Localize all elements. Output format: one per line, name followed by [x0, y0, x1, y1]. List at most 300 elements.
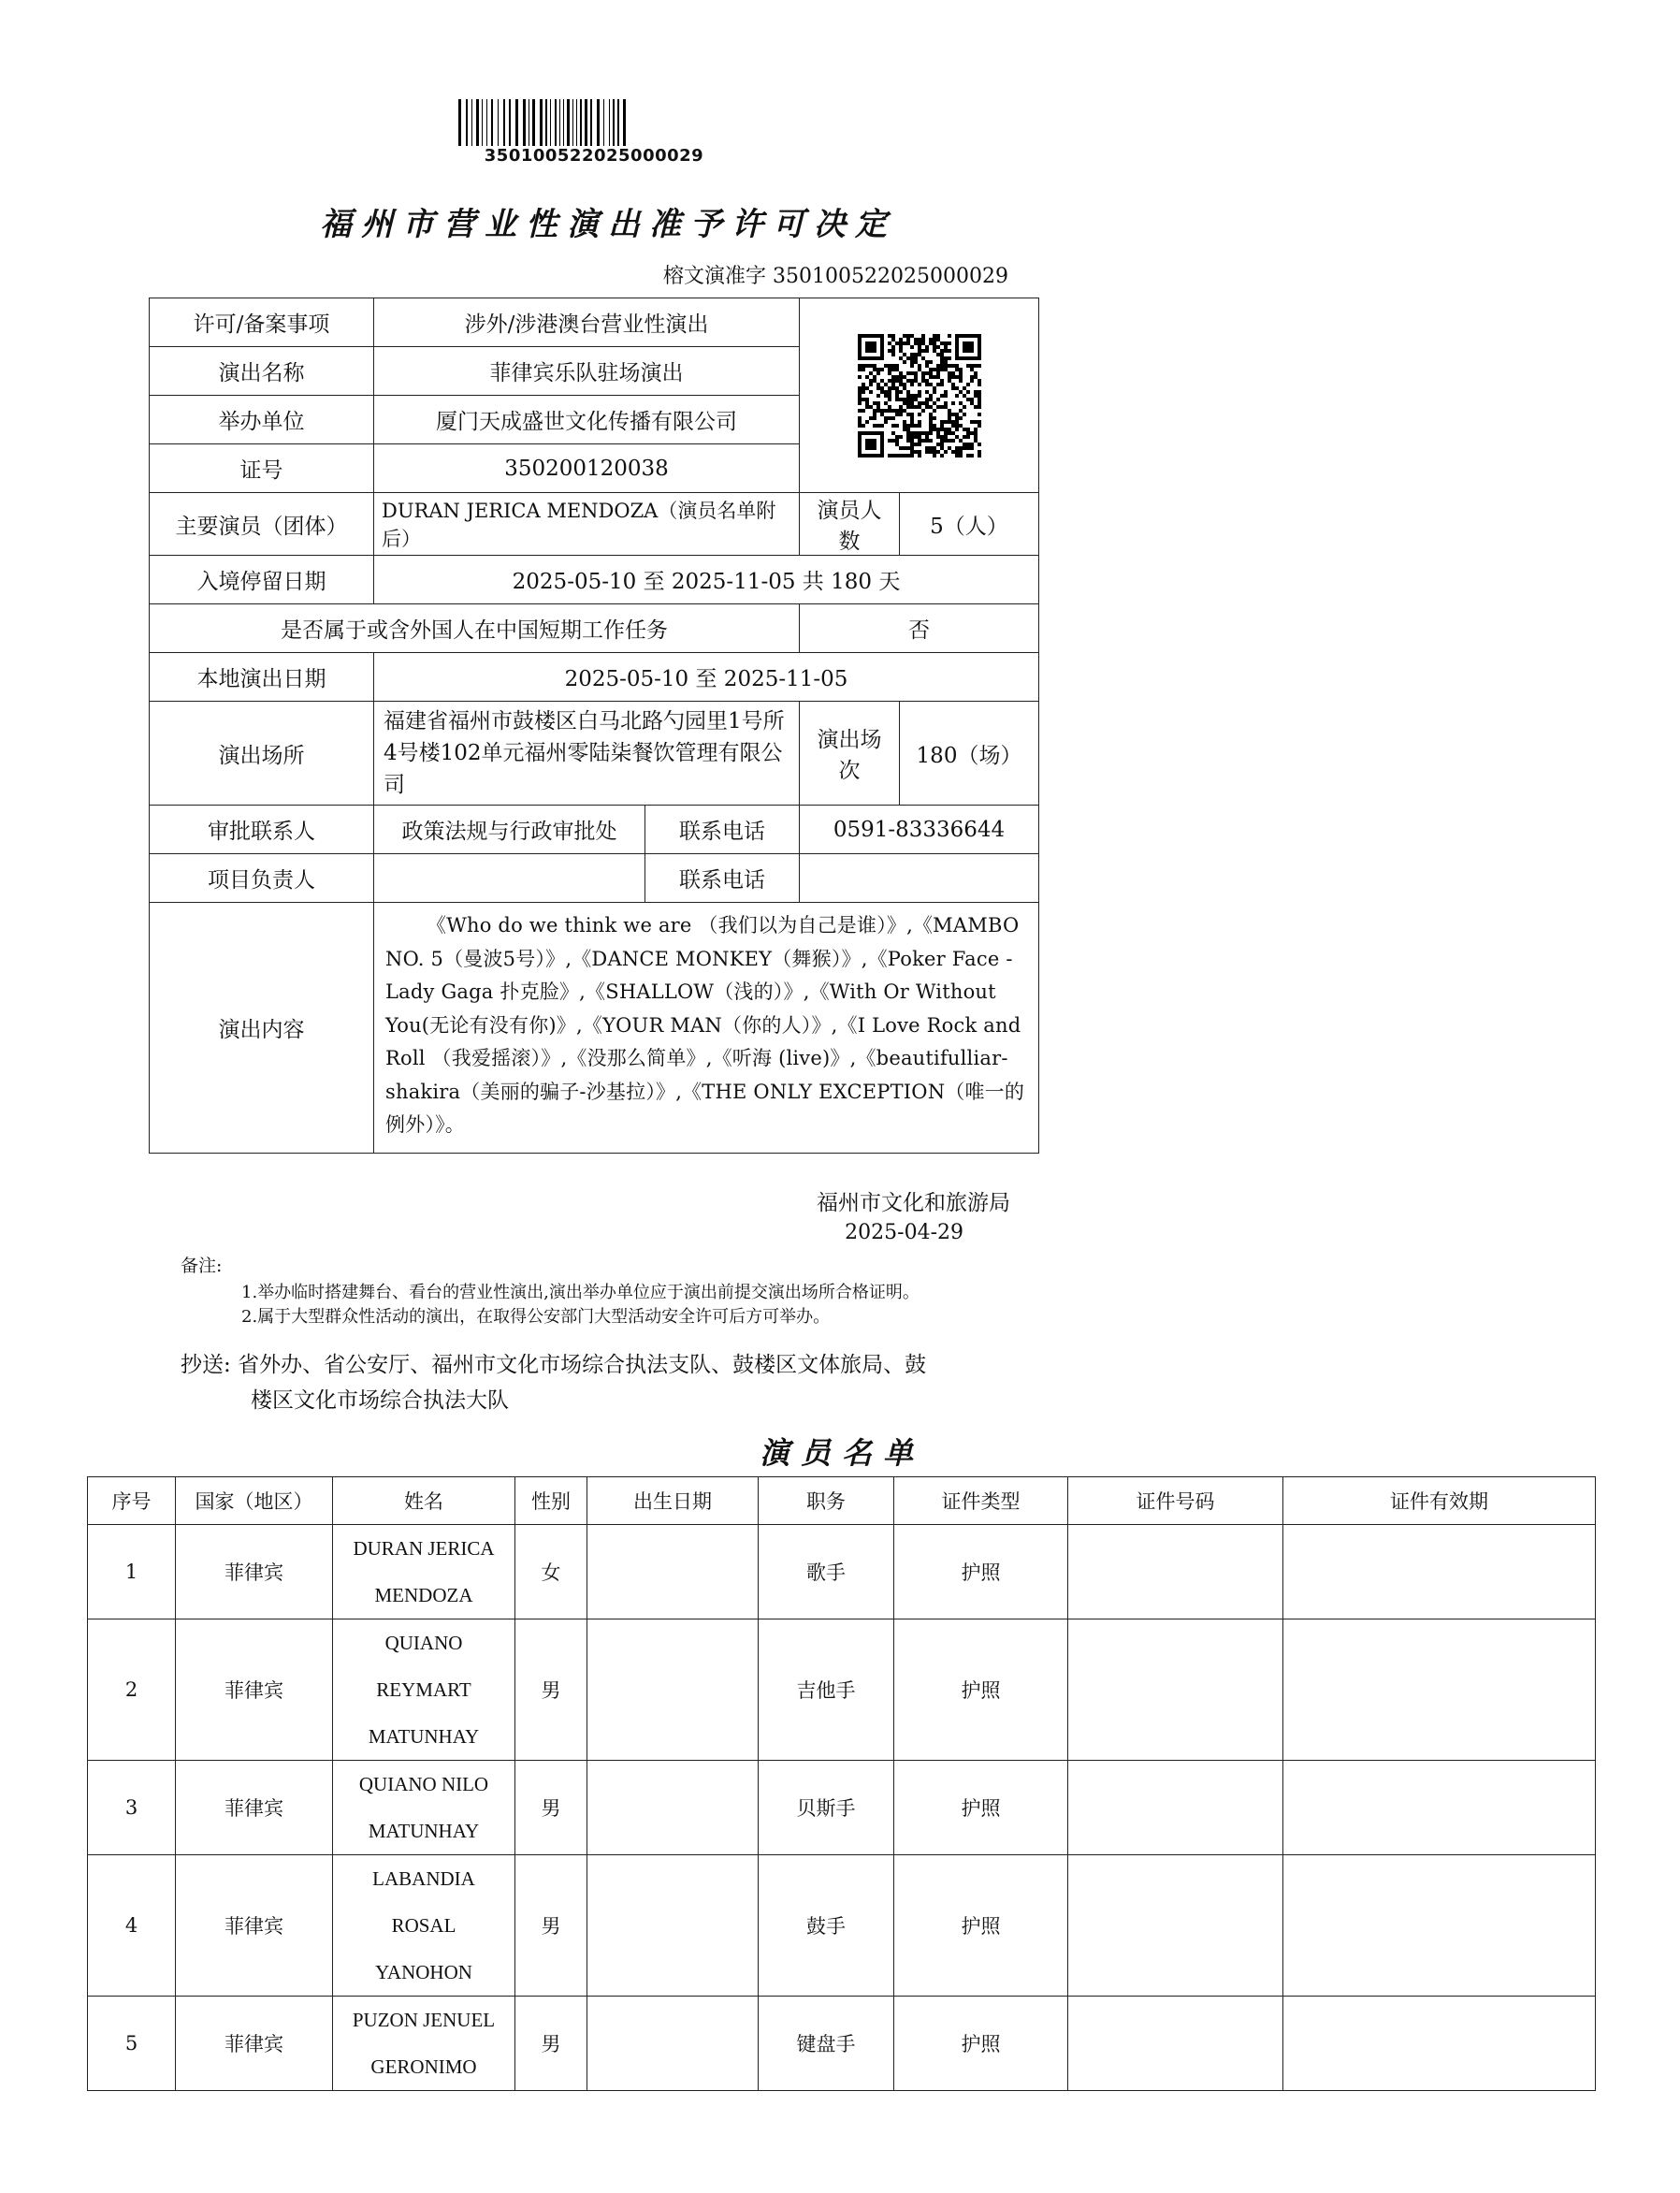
qr-module [906, 379, 910, 383]
qr-module [959, 401, 963, 405]
qr-module [970, 454, 974, 457]
qr-module [918, 413, 921, 416]
cc-text-2: 楼区文化市场综合执法大队 [251, 1388, 509, 1413]
qr-module [951, 431, 955, 435]
qr-module [918, 443, 921, 446]
roster-name-line: DURAN JERICA [353, 1537, 495, 1560]
qr-module [948, 349, 951, 353]
qr-module [865, 375, 869, 379]
cc-line [181, 1347, 1022, 1383]
barcode-bar [458, 99, 461, 146]
qr-module [951, 401, 955, 405]
qr-module [865, 386, 869, 390]
qr-module [978, 364, 981, 368]
qr-module [974, 420, 978, 424]
qr-module [888, 341, 891, 345]
qr-module [891, 364, 895, 368]
barcode-bar [466, 99, 468, 146]
qr-module [921, 375, 925, 379]
qr-module [951, 364, 955, 368]
qr-module [903, 398, 906, 401]
roster-role: 贝斯手 [759, 1761, 894, 1855]
qr-module [929, 398, 933, 401]
qr-module [918, 368, 921, 371]
manager-value [374, 854, 645, 903]
qr-module [876, 386, 880, 390]
barcode-bar [590, 99, 592, 146]
qr-module [940, 439, 944, 443]
roster-header-row [88, 1477, 1596, 1525]
license-label: 证号 [150, 444, 374, 493]
qr-module [974, 364, 978, 368]
col-header-no: 序号 [88, 1477, 176, 1525]
qr-module [948, 439, 951, 443]
qr-module [925, 345, 929, 349]
stay-value: 2025-05-10 至 2025-11-05 共 180 天 [374, 556, 1039, 604]
qr-module [918, 401, 921, 405]
qr-module [978, 379, 981, 383]
barcode-bar [486, 99, 487, 146]
qr-module [963, 435, 966, 439]
roster-doc-no [1068, 1525, 1283, 1619]
item-label: 许可/备案事项 [150, 298, 374, 347]
qr-module [978, 401, 981, 405]
qr-module [899, 435, 903, 439]
qr-module [888, 398, 891, 401]
qr-module [940, 424, 944, 428]
roster-doc-type: 护照 [894, 1619, 1068, 1761]
barcode-bar [580, 99, 582, 146]
qr-module [873, 379, 876, 383]
roster-gender: 男 [515, 1997, 587, 2091]
qr-module [873, 375, 876, 379]
qr-module [936, 443, 940, 446]
qr-module [895, 409, 899, 413]
issue-date: 2025-04-29 [845, 1221, 963, 1244]
qr-module [963, 394, 966, 398]
roster-row [88, 1997, 1596, 2091]
qr-module [936, 375, 940, 379]
organizer-value: 厦门天成盛世文化传播有限公司 [374, 396, 800, 444]
qr-module [895, 379, 899, 383]
qr-module [955, 364, 959, 368]
qr-module [880, 379, 884, 383]
qr-module [910, 405, 914, 409]
qr-module [948, 416, 951, 420]
roster-no: 3 [88, 1761, 176, 1855]
qr-module [921, 349, 925, 353]
qr-module [955, 368, 959, 371]
qr-module [944, 435, 948, 439]
roster-no: 1 [88, 1525, 176, 1619]
qr-module [906, 405, 910, 409]
qr-module [873, 424, 876, 428]
roster-title: 演员名单 [759, 1435, 924, 1471]
qr-module [929, 375, 933, 379]
qr-module [951, 375, 955, 379]
qr-module [974, 371, 978, 375]
qr-module [940, 364, 944, 368]
qr-module [895, 375, 899, 379]
qr-module [899, 398, 903, 401]
qr-module [880, 368, 884, 371]
qr-module [936, 398, 940, 401]
qr-module [970, 431, 974, 435]
qr-module [944, 360, 948, 364]
qr-module [891, 338, 895, 341]
qr-module [966, 390, 970, 394]
qr-module [858, 398, 862, 401]
qr-module [959, 416, 963, 420]
qr-module [929, 368, 933, 371]
qr-module [858, 394, 862, 398]
qr-module [933, 386, 936, 390]
qr-module [862, 409, 865, 413]
qr-module [914, 398, 918, 401]
qr-module [966, 454, 970, 457]
qr-module [921, 409, 925, 413]
qr-module [933, 338, 936, 341]
qr-module [918, 424, 921, 428]
note-line-2: 2.属于大型群众性活动的演出，在取得公安部门大型活动安全许可后方可举办。 [241, 1307, 831, 1327]
qr-module [873, 413, 876, 416]
qr-module [948, 431, 951, 435]
roster-validity [1283, 1619, 1596, 1761]
short-term-value: 否 [800, 604, 1039, 653]
qr-module [899, 409, 903, 413]
qr-module [974, 390, 978, 394]
barcode-bar [603, 99, 604, 146]
qr-module [906, 398, 910, 401]
roster-name [333, 1619, 515, 1761]
qr-module [918, 353, 921, 356]
qr-module [876, 371, 880, 375]
qr-module [925, 439, 929, 443]
qr-module [929, 371, 933, 375]
main-performer-label: 主要演员（团体） [150, 493, 374, 556]
qr-module [970, 420, 974, 424]
barcode-bar [576, 99, 577, 146]
qr-module [914, 371, 918, 375]
qr-module [884, 390, 888, 394]
qr-module [903, 420, 906, 424]
qr-module [891, 454, 895, 457]
qr-module [888, 334, 891, 338]
qr-module [876, 405, 880, 409]
qr-module [921, 341, 925, 345]
qr-module [936, 405, 940, 409]
qr-module [925, 360, 929, 364]
qr-module [978, 394, 981, 398]
qr-module [910, 450, 914, 454]
roster-name-line: ROSAL [391, 1914, 456, 1937]
qr-module [929, 420, 933, 424]
qr-module [955, 428, 959, 431]
qr-module [918, 435, 921, 439]
qr-module [865, 439, 876, 450]
qr-module [940, 341, 944, 345]
qr-module [955, 420, 959, 424]
main-performer-value: DURAN JERICA MENDOZA（演员名单附后） [374, 493, 800, 556]
qr-module [873, 416, 876, 420]
qr-module [858, 386, 862, 390]
barcode-bar [545, 99, 547, 146]
roster-birth [587, 1997, 759, 2091]
barcode-bar [509, 99, 511, 146]
qr-module [944, 439, 948, 443]
qr-module [974, 439, 978, 443]
qr-module [918, 349, 921, 353]
qr-module [862, 390, 865, 394]
qr-module [936, 345, 940, 349]
qr-module [944, 394, 948, 398]
qr-module [933, 446, 936, 450]
qr-module [918, 341, 921, 345]
note-line-1: 1.举办临时搭建舞台、看台的营业性演出,演出举办单位应于演出前提交演出场所合格证明。 [241, 1283, 920, 1302]
qr-module [951, 439, 955, 443]
roster-doc-no [1068, 1619, 1283, 1761]
qr-module [899, 454, 903, 457]
col-header-doc-type: 证件类型 [894, 1477, 1068, 1525]
qr-module [873, 401, 876, 405]
qr-module [933, 334, 936, 338]
barcode-bar [623, 99, 626, 146]
qr-module [895, 413, 899, 416]
qr-module [899, 371, 903, 375]
qr-module [955, 450, 959, 454]
qr-module [921, 401, 925, 405]
qr-module [929, 405, 933, 409]
qr-module [929, 450, 933, 454]
qr-module [906, 390, 910, 394]
roster-no: 5 [88, 1997, 176, 2091]
qr-module [974, 428, 978, 431]
qr-module [921, 356, 925, 360]
roster-name-line: MATUNHAY [368, 1820, 480, 1842]
phone2-value [800, 854, 1039, 903]
qr-module [903, 341, 906, 345]
qr-module [910, 345, 914, 349]
qr-module [936, 435, 940, 439]
qr-module [862, 424, 865, 428]
qr-module [929, 383, 933, 386]
qr-module [963, 386, 966, 390]
qr-module [914, 353, 918, 356]
qr-module [914, 394, 918, 398]
qr-module [906, 413, 910, 416]
short-term-label: 是否属于或含外国人在中国短期工作任务 [150, 604, 800, 653]
roster-name-line: LABANDIA [372, 1867, 475, 1890]
qr-module [884, 383, 888, 386]
qr-module [948, 341, 951, 345]
qr-module [929, 360, 933, 364]
qr-module [862, 386, 865, 390]
qr-module [910, 353, 914, 356]
qr-module [903, 454, 906, 457]
qr-module [891, 375, 895, 379]
qr-module [910, 383, 914, 386]
phone-value: 0591-83336644 [800, 806, 1039, 854]
qr-module [903, 383, 906, 386]
qr-module [880, 409, 884, 413]
qr-module [910, 401, 914, 405]
roster-no: 2 [88, 1619, 176, 1761]
barcode-bar [617, 99, 619, 146]
qr-module [966, 443, 970, 446]
barcode-bar [572, 99, 573, 146]
issuer: 福州市文化和旅游局 [817, 1191, 1010, 1215]
qr-module [933, 390, 936, 394]
qr-module [948, 413, 951, 416]
qr-module [929, 338, 933, 341]
barcode-bar [482, 99, 483, 146]
qr-module [959, 371, 963, 375]
qr-module [955, 375, 959, 379]
qr-module [951, 413, 955, 416]
qr-module [940, 353, 944, 356]
qr-module [933, 454, 936, 457]
qr-module [906, 401, 910, 405]
qr-module [895, 394, 899, 398]
roster-country: 菲律宾 [176, 1997, 333, 2091]
qr-module [914, 435, 918, 439]
qr-module [940, 356, 944, 360]
qr-module [944, 431, 948, 435]
qr-module [940, 443, 944, 446]
roster-role: 键盘手 [759, 1997, 894, 2091]
qr-module [906, 334, 910, 338]
qr-module [944, 420, 948, 424]
qr-module [918, 364, 921, 368]
qr-module [865, 405, 869, 409]
qr-module [918, 345, 921, 349]
roster-name-line: QUIANO [384, 1632, 463, 1654]
qr-module [910, 454, 914, 457]
col-header-birth: 出生日期 [587, 1477, 759, 1525]
qr-module [963, 446, 966, 450]
qr-module [978, 450, 981, 454]
qr-module [978, 424, 981, 428]
qr-module [910, 360, 914, 364]
qr-module [936, 371, 940, 375]
roster-role: 鼓手 [759, 1855, 894, 1997]
roster-validity [1283, 1525, 1596, 1619]
qr-module [873, 368, 876, 371]
qr-module [918, 394, 921, 398]
qr-module [966, 383, 970, 386]
qr-module [895, 439, 899, 443]
qr-module [865, 401, 869, 405]
qr-module [966, 431, 970, 435]
qr-module [899, 390, 903, 394]
qr-module [891, 416, 895, 420]
qr-module [884, 394, 888, 398]
qr-module [955, 386, 959, 390]
qr-module [940, 360, 944, 364]
roster-name-line: REYMART [376, 1678, 471, 1701]
qr-module [906, 431, 910, 435]
qr-module [925, 383, 929, 386]
qr-module [925, 450, 929, 454]
sessions-value: 180（场） [900, 702, 1039, 806]
qr-module [974, 431, 978, 435]
qr-module [899, 341, 903, 345]
qr-module [929, 394, 933, 398]
qr-module [925, 431, 929, 435]
qr-module [963, 341, 974, 353]
qr-module [891, 409, 895, 413]
qr-module [891, 383, 895, 386]
qr-module [910, 446, 914, 450]
qr-module [895, 435, 899, 439]
qr-module [862, 368, 865, 371]
qr-module [929, 428, 933, 431]
roster-name-line: YANOHON [375, 1961, 472, 1983]
qr-module [914, 443, 918, 446]
qr-module [959, 450, 963, 454]
roster-row [88, 1761, 1596, 1855]
qr-module [888, 390, 891, 394]
roster-country: 菲律宾 [176, 1761, 333, 1855]
qr-module [910, 398, 914, 401]
item-value: 涉外/涉港澳台营业性演出 [374, 298, 800, 347]
qr-module [903, 375, 906, 379]
qr-module [966, 446, 970, 450]
qr-module [876, 409, 880, 413]
qr-module [914, 450, 918, 454]
qr-module [933, 375, 936, 379]
qr-module [929, 446, 933, 450]
qr-module [970, 375, 974, 379]
roster-name [333, 1855, 515, 1997]
qr-module [891, 424, 895, 428]
qr-module [891, 379, 895, 383]
qr-module [918, 431, 921, 435]
qr-module [944, 405, 948, 409]
qr-module [963, 405, 966, 409]
roster-doc-type: 护照 [894, 1997, 1068, 2091]
roster-validity [1283, 1997, 1596, 2091]
qr-module [940, 420, 944, 424]
roster-table [87, 1476, 1596, 2091]
barcode-bar [540, 99, 543, 146]
qr-module [899, 338, 903, 341]
qr-module [959, 424, 963, 428]
roster-role: 歌手 [759, 1525, 894, 1619]
qr-module [925, 401, 929, 405]
qr-module [869, 390, 873, 394]
qr-module [936, 368, 940, 371]
qr-module [899, 356, 903, 360]
barcode-bar [471, 99, 472, 146]
roster-row [88, 1855, 1596, 1997]
qr-module [959, 446, 963, 450]
qr-module [963, 428, 966, 431]
show-name-label: 演出名称 [150, 347, 374, 396]
qr-module [940, 428, 944, 431]
qr-module [944, 345, 948, 349]
qr-module [895, 424, 899, 428]
qr-module [918, 420, 921, 424]
qr-module [933, 416, 936, 420]
qr-module [914, 405, 918, 409]
qr-module [940, 435, 944, 439]
roster-birth [587, 1619, 759, 1761]
qr-module [891, 386, 895, 390]
roster-row [88, 1525, 1596, 1619]
reference-number: 榕文演准字 350100522025000029 [663, 265, 1008, 288]
qr-module [888, 379, 891, 383]
